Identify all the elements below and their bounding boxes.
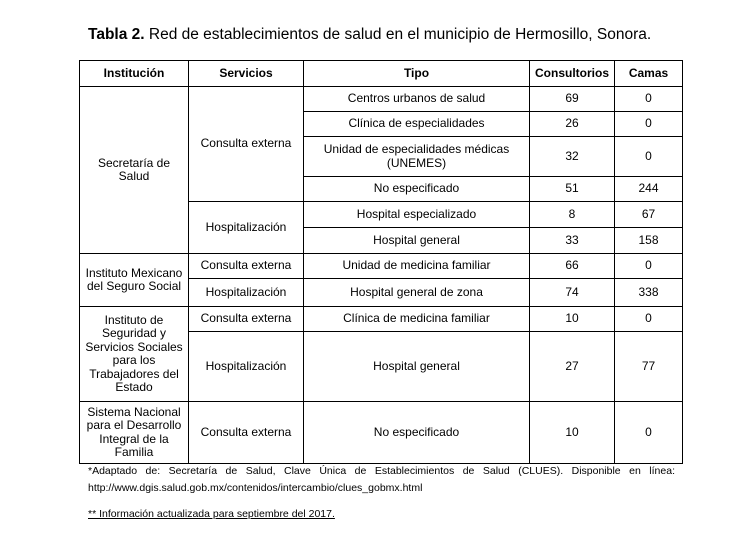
consultorios-cell: 10 bbox=[530, 307, 615, 332]
header-row bbox=[80, 61, 683, 87]
header-camas: Camas bbox=[615, 61, 683, 87]
institution-cell: Instituto de Seguridad y Servicios Sociales para los Trabajadores del Estado bbox=[80, 307, 189, 402]
service-cell: Consulta externa bbox=[189, 307, 304, 332]
camas-cell: 0 bbox=[615, 137, 683, 177]
type-cell: Clínica de especialidades bbox=[304, 112, 530, 137]
type-cell: Unidad de especialidades médicas (UNEMES) bbox=[304, 137, 530, 177]
table-caption-label: Tabla 2. bbox=[88, 26, 145, 43]
source-footnote: *Adaptado de: Secretaría de Salud, Clave Única de Establecimientos de Salud (CLUES). Disponible en línea: http://www.dgis.salud.gob.mx/contenidos/intercambio/clues_gobmx.html bbox=[88, 465, 675, 494]
camas-cell: 338 bbox=[615, 279, 683, 307]
type-cell: Unidad de medicina familiar bbox=[304, 254, 530, 279]
header-servicios: Servicios bbox=[189, 61, 304, 87]
service-cell: Consulta externa bbox=[189, 402, 304, 464]
consultorios-cell: 51 bbox=[530, 177, 615, 202]
type-cell: Hospital general bbox=[304, 228, 530, 254]
camas-cell: 0 bbox=[615, 402, 683, 464]
camas-cell: 67 bbox=[615, 202, 683, 228]
type-cell: No especificado bbox=[304, 402, 530, 464]
table-caption-text: Red de establecimientos de salud en el municipio de Hermosillo, Sonora. bbox=[144, 26, 652, 43]
table-row bbox=[80, 307, 683, 332]
consultorios-cell: 66 bbox=[530, 254, 615, 279]
institution-cell: Secretaría de Salud bbox=[80, 87, 189, 254]
type-cell: Hospital general de zona bbox=[304, 279, 530, 307]
type-cell: Hospital general bbox=[304, 332, 530, 402]
consultorios-cell: 27 bbox=[530, 332, 615, 402]
consultorios-cell: 8 bbox=[530, 202, 615, 228]
consultorios-cell: 33 bbox=[530, 228, 615, 254]
consultorios-cell: 26 bbox=[530, 112, 615, 137]
camas-cell: 244 bbox=[615, 177, 683, 202]
consultorios-cell: 69 bbox=[530, 87, 615, 112]
camas-cell: 0 bbox=[615, 307, 683, 332]
type-cell: Hospital especializado bbox=[304, 202, 530, 228]
service-cell: Hospitalización bbox=[189, 202, 304, 254]
header-institucion: Institución bbox=[80, 61, 189, 87]
type-cell: Centros urbanos de salud bbox=[304, 87, 530, 112]
service-cell: Hospitalización bbox=[189, 279, 304, 307]
service-cell: Consulta externa bbox=[189, 87, 304, 202]
consultorios-cell: 32 bbox=[530, 137, 615, 177]
camas-cell: 0 bbox=[615, 254, 683, 279]
table-row bbox=[80, 87, 683, 112]
institution-cell: Instituto Mexicano del Seguro Social bbox=[80, 254, 189, 307]
table-row bbox=[80, 402, 683, 464]
type-cell: No especificado bbox=[304, 177, 530, 202]
service-cell: Consulta externa bbox=[189, 254, 304, 279]
type-cell: Clínica de medicina familiar bbox=[304, 307, 530, 332]
update-footnote: ** Información actualizada para septiembre del 2017. bbox=[88, 508, 335, 520]
institution-cell: Sistema Nacional para el Desarrollo Integral de la Familia bbox=[80, 402, 189, 464]
service-cell: Hospitalización bbox=[189, 332, 304, 402]
camas-cell: 0 bbox=[615, 112, 683, 137]
table-caption bbox=[88, 26, 651, 44]
health-facilities-table bbox=[79, 60, 683, 464]
table-row bbox=[80, 254, 683, 279]
camas-cell: 158 bbox=[615, 228, 683, 254]
camas-cell: 0 bbox=[615, 87, 683, 112]
consultorios-cell: 10 bbox=[530, 402, 615, 464]
consultorios-cell: 74 bbox=[530, 279, 615, 307]
header-consultorios: Consultorios bbox=[530, 61, 615, 87]
camas-cell: 77 bbox=[615, 332, 683, 402]
header-tipo: Tipo bbox=[304, 61, 530, 87]
